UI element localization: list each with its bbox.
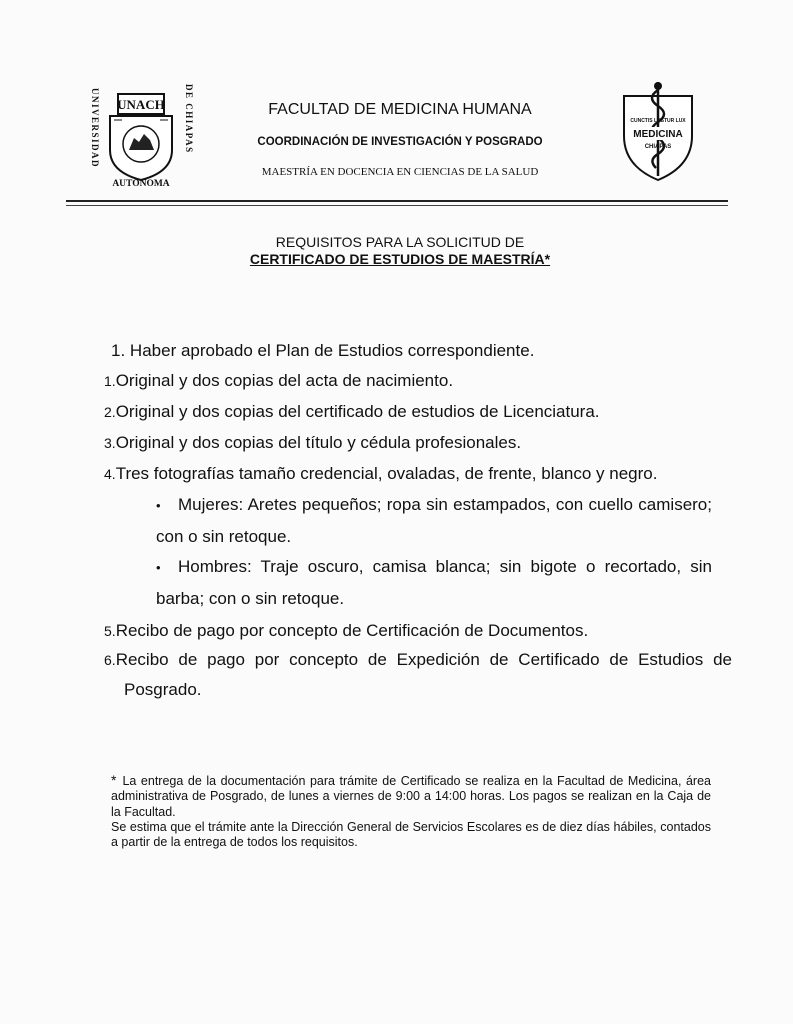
header-divider-thick — [66, 200, 728, 202]
unach-logo — [82, 80, 200, 188]
requirement-text: Original y dos copias del certificado de estudios de Licenciatura. — [115, 402, 600, 421]
requirement-number: 5. — [104, 623, 116, 639]
title-line-1: REQUISITOS PARA LA SOLICITUD DE — [275, 234, 525, 250]
medicina-name: MEDICINA — [633, 129, 683, 140]
requirement-item — [104, 464, 657, 484]
requirement-text: Original y dos copias del acta de nacimiento. — [115, 371, 454, 390]
bullet-icon: • — [156, 498, 161, 513]
sub-item-women — [156, 489, 712, 552]
logo-side-text-right: DE CHIAPAS — [184, 84, 194, 154]
logo-bottom-text: AUTONOMA — [112, 179, 170, 188]
medicina-place: CHIAPAS — [644, 144, 672, 150]
footnote-paragraph-2: Se estima que el trámite ante la Dirección General de Servicios Escolares es de diez días hábiles, contados a partir de la entrega de todos los requisitos. — [111, 819, 711, 850]
requirement-text: Original y dos copias del título y cédula profesionales. — [115, 433, 522, 452]
requirement-text: Recibo de pago por concepto de Expedición de Certificado de Estudios de Posgrado. — [115, 650, 732, 699]
footnote — [111, 773, 711, 850]
requirement-text: Recibo de pago por concepto de Certificación de Documentos. — [115, 621, 589, 640]
requirement-number: 1. — [111, 341, 126, 360]
logo-badge-text: UNACH — [117, 97, 165, 112]
logo-side-text-left: UNIVERSIDAD — [90, 88, 100, 169]
requirement-item — [104, 645, 732, 705]
sub-item-men — [156, 551, 712, 614]
requirement-item — [104, 433, 521, 453]
sub-item-text: Hombres: Traje oscuro, camisa blanca; sin bigote o recortado, sin barba; con o sin retoque. — [156, 557, 712, 608]
medicina-motto: CUNCTIS LUSTUR LUX — [630, 118, 686, 124]
requirement-text: Haber aprobado el Plan de Estudios correspondiente. — [129, 341, 535, 360]
title-line-2: CERTIFICADO DE ESTUDIOS DE MAESTRÍA* — [249, 251, 551, 267]
footnote-paragraph-1 — [111, 773, 711, 820]
requirement-item — [111, 341, 534, 361]
requirement-number: 4. — [104, 466, 116, 482]
sub-item-text: Mujeres: Aretes pequeños; ropa sin estampados, con cuello camisero; con o sin retoque. — [156, 495, 712, 546]
staff-top-icon — [654, 82, 662, 90]
medicina-logo — [618, 78, 698, 184]
bullet-icon: • — [156, 560, 161, 575]
requirement-number: 2. — [104, 404, 116, 420]
coordination-name: COORDINACIÓN DE INVESTIGACIÓN Y POSGRADO — [257, 136, 543, 148]
requirement-item — [104, 621, 588, 641]
requirement-number: 3. — [104, 435, 116, 451]
faculty-name: FACULTAD DE MEDICINA HUMANA — [268, 101, 532, 118]
requirement-number: 6. — [104, 652, 116, 668]
header-divider-thin — [66, 205, 728, 206]
requirement-item — [104, 402, 600, 422]
document-title — [200, 234, 600, 268]
footnote-star: * — [111, 772, 117, 788]
requirement-item — [104, 371, 453, 391]
footnote-text-1: La entrega de la documentación para trámite de Certificado se realiza en la Facultad de Medicina, área administrativa de Posgrado, de lunes a viernes de 9:00 a 14:00 horas. Los pagos se realizan en la Caja de la Facultad. — [111, 774, 711, 819]
requirement-number: 1. — [104, 373, 116, 389]
requirement-text: Tres fotografías tamaño credencial, ovaladas, de frente, blanco y negro. — [115, 464, 658, 483]
program-name: MAESTRÍA EN DOCENCIA EN CIENCIAS DE LA SALUD — [261, 166, 539, 178]
